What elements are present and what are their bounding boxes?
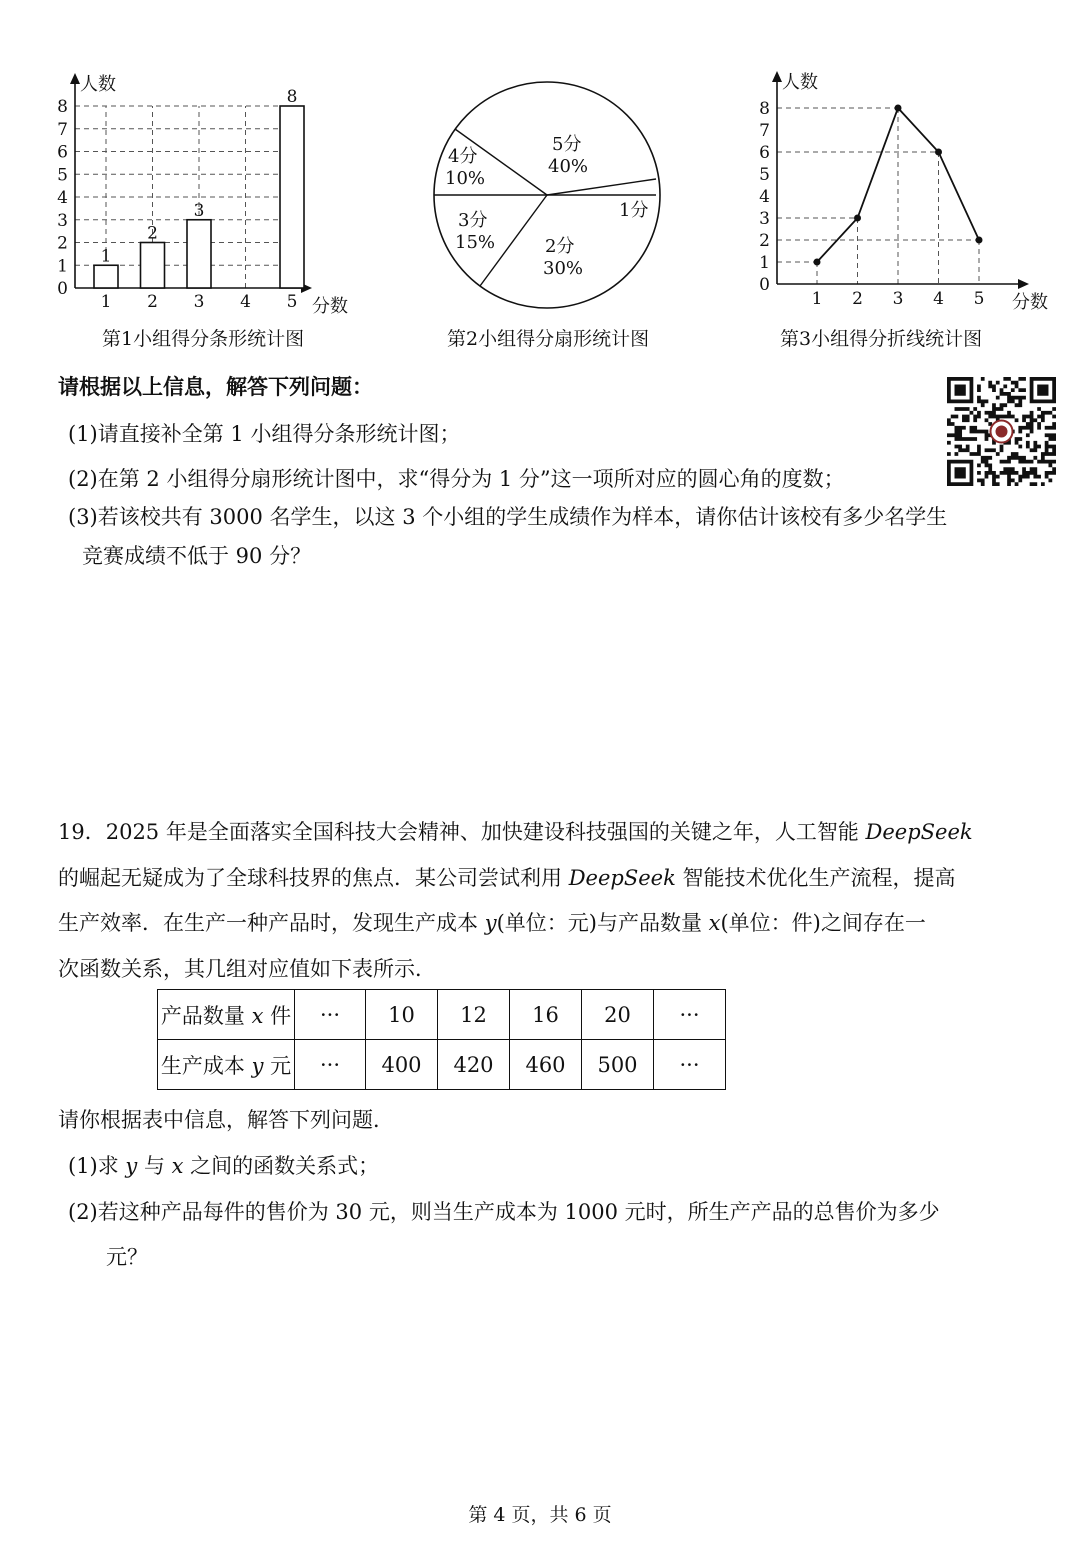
data-point <box>935 149 942 156</box>
x-tick-label: 1 <box>811 289 823 309</box>
table-cell: 12 <box>438 990 510 1040</box>
y-tick-label: 1 <box>57 256 68 277</box>
bar-data-label: 1 <box>100 246 112 267</box>
q19-line-1 <box>58 816 973 846</box>
table-cell: ··· <box>654 990 726 1040</box>
var-y: y <box>484 911 497 935</box>
x-tick-label: 4 <box>240 292 251 312</box>
deepseek-term: DeepSeek <box>865 820 973 844</box>
qr-logo-center <box>996 426 1008 438</box>
bar-data-label: 8 <box>286 87 298 107</box>
q19-text: 生产效率．在生产一种产品时，发现生产成本 <box>58 911 485 935</box>
data-point <box>854 215 861 222</box>
bar <box>94 265 118 288</box>
table-cell: 10 <box>366 990 438 1040</box>
q19-text: 之间的函数关系式； <box>183 1154 380 1178</box>
q19-text: (1)求 <box>68 1154 126 1178</box>
y-tick-label: 7 <box>759 121 770 141</box>
y-tick-label: 5 <box>759 165 770 185</box>
pie-label-4: 4分 <box>448 146 478 167</box>
y-tick-label: 4 <box>759 187 770 207</box>
data-point <box>895 105 902 112</box>
deepseek-term: DeepSeek <box>568 866 676 890</box>
pie-divider <box>547 179 656 195</box>
x-tick-label: 2 <box>147 292 158 312</box>
q19-line-4: 次函数关系，其几组对应值如下表所示． <box>58 957 436 981</box>
x-tick-label: 2 <box>852 289 863 309</box>
line-y-arrow <box>772 71 782 82</box>
q18-part-1: (1)请直接补全第 1 小组得分条形统计图； <box>68 422 461 446</box>
table-cell: 16 <box>510 990 582 1040</box>
pie-label-1: 1分 <box>619 200 649 221</box>
y-tick-label: 0 <box>57 279 68 299</box>
pie-label-2: 2分 <box>545 236 575 257</box>
row-header: 产品数量 x 件 <box>158 990 295 1040</box>
x-tick-label: 4 <box>933 289 944 309</box>
bar-chart-caption: 第1小组得分条形统计图 <box>102 328 305 350</box>
bar-data-label: 2 <box>147 223 158 244</box>
x-tick-label: 5 <box>286 292 298 312</box>
q19-line-2 <box>58 862 955 892</box>
q19-part-2: (2)若这种产品每件的售价为 30 元，则当生产成本为 1000 元时，所生产产品的总售价为多少 <box>68 1200 940 1224</box>
var-x: x <box>171 1154 184 1178</box>
q19-text: (单位：件)之间存在一 <box>720 911 926 935</box>
line-ylabel: 人数 <box>782 72 818 93</box>
pie-pct-5: 40% <box>548 156 589 177</box>
q19-text: 与 <box>137 1154 172 1178</box>
bar <box>187 220 211 288</box>
data-point <box>814 259 821 266</box>
table-cell: 500 <box>582 1040 654 1090</box>
y-tick-label: 7 <box>57 119 68 140</box>
line-chart <box>750 68 1060 318</box>
pie-chart-caption: 第2小组得分扇形统计图 <box>447 328 650 350</box>
bar-chart <box>50 70 360 320</box>
y-tick-label: 2 <box>759 231 770 251</box>
y-tick-label: 4 <box>57 188 68 208</box>
y-tick-label: 3 <box>759 209 770 229</box>
q19-part-2-cont: 元？ <box>106 1245 148 1269</box>
data-point <box>976 237 983 244</box>
y-tick-label: 8 <box>759 99 770 119</box>
pie-label-5: 5分 <box>552 134 582 155</box>
x-tick-label: 5 <box>973 289 985 309</box>
pie-pct-3: 15% <box>455 232 496 253</box>
line-chart-caption: 第3小组得分折线统计图 <box>780 328 983 350</box>
qr-code-image <box>947 377 1056 486</box>
y-tick-label: 6 <box>57 142 68 163</box>
bar-xlabel: 分数 <box>312 296 348 317</box>
q18-part-3: (3)若该校共有 3000 名学生，以这 3 个小组的学生成绩作为样本，请你估计该校有多少名学生 <box>68 505 948 529</box>
q19-text: (单位：元)与产品数量 <box>496 911 709 935</box>
x-tick-label: 3 <box>193 292 205 312</box>
y-tick-label: 3 <box>57 210 68 231</box>
bar-data-label: 3 <box>193 200 205 221</box>
q19-part-1 <box>68 1150 379 1180</box>
bar <box>280 106 304 288</box>
q18-intro: 请根据以上信息，解答下列问题： <box>58 374 373 399</box>
bar-ylabel: 人数 <box>80 74 116 95</box>
pie-chart <box>425 80 665 310</box>
table-cell: 400 <box>366 1040 438 1090</box>
q19-text: 19．2025 年是全面落实全国科技大会精神、加快建设科技强国的关键之年，人工智能 <box>58 820 866 844</box>
table-cell: ··· <box>654 1040 726 1090</box>
q19-text: 智能技术优化生产流程，提高 <box>675 866 956 890</box>
table-row <box>158 990 726 1040</box>
y-tick-label: 2 <box>57 233 68 254</box>
var-y: y <box>125 1154 138 1178</box>
q19-after-table: 请你根据表中信息，解答下列问题． <box>58 1108 394 1132</box>
y-tick-label: 1 <box>759 253 770 273</box>
table-cell: ··· <box>295 990 366 1040</box>
y-tick-label: 0 <box>759 275 770 295</box>
line-xlabel: 分数 <box>1012 292 1048 313</box>
page-footer: 第 4 页，共 6 页 <box>468 1504 612 1526</box>
pie-label-3: 3分 <box>458 210 488 231</box>
row-header: 生产成本 y 元 <box>158 1040 295 1090</box>
y-tick-label: 6 <box>759 143 770 163</box>
line-x-arrow <box>1018 279 1029 289</box>
table-cell: ··· <box>295 1040 366 1090</box>
x-tick-label: 1 <box>100 292 112 312</box>
bar-y-arrow <box>70 73 80 84</box>
q18-part-2: (2)在第 2 小组得分扇形统计图中，求“得分为 1 分”这一项所对应的圆心角的度数； <box>68 467 845 491</box>
var-x: x <box>708 911 721 935</box>
q19-line-3 <box>58 907 926 937</box>
bar <box>141 243 165 289</box>
table-row <box>158 1040 726 1090</box>
x-tick-label: 3 <box>892 289 904 309</box>
q18-part-3-cont: 竞赛成绩不低于 90 分？ <box>82 544 312 568</box>
data-table <box>157 989 726 1090</box>
table-cell: 20 <box>582 990 654 1040</box>
pie-pct-2: 30% <box>543 258 584 279</box>
q19-text: 的崛起无疑成为了全球科技界的焦点．某公司尝试利用 <box>58 866 569 890</box>
pie-pct-4: 10% <box>445 168 486 189</box>
y-tick-label: 5 <box>57 165 68 186</box>
table-cell: 460 <box>510 1040 582 1090</box>
table-cell: 420 <box>438 1040 510 1090</box>
y-tick-label: 8 <box>57 97 68 117</box>
